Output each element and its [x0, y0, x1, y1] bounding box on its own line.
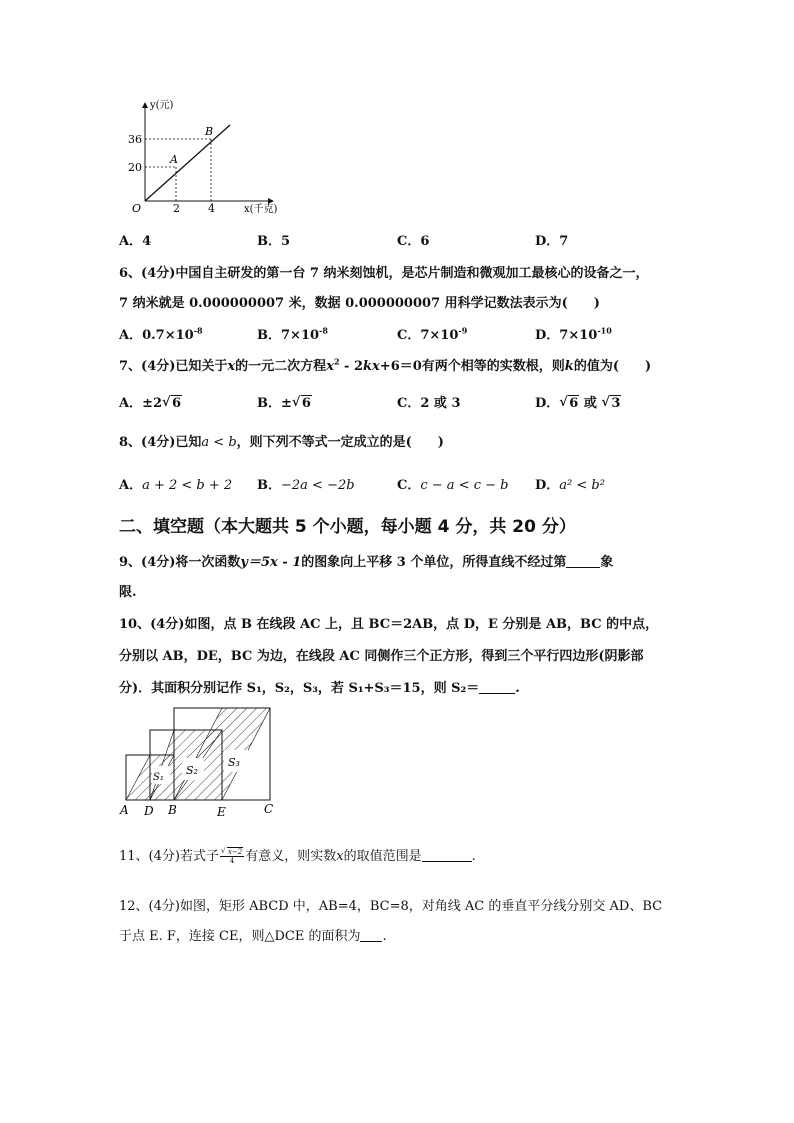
option-text: 6 — [420, 234, 430, 249]
q9-answer-blank[interactable] — [566, 555, 600, 568]
radicand: 6 — [172, 396, 182, 411]
y-tick-36: 36 — [128, 133, 142, 146]
q7-eq-const: +6＝0 — [379, 359, 422, 374]
q5-option-c — [397, 230, 429, 249]
function-line — [145, 125, 230, 201]
q7-prefix: 7、(4分)已知关于 — [119, 359, 228, 374]
q8-prefix: 8、(4分)已知 — [119, 435, 202, 450]
q7-mid2: 有两个相等的实数根，则 — [421, 359, 565, 374]
q8-suffix: ，则下列不等式一定成立的是( ) — [236, 435, 444, 450]
radicand: 3 — [611, 396, 621, 411]
label-d: D — [144, 804, 154, 818]
q11-fraction — [220, 848, 244, 865]
option-letter: C． — [397, 234, 421, 249]
option-exponent: -10 — [597, 325, 612, 336]
q7-option-c — [397, 392, 461, 411]
option-letter: B． — [257, 328, 281, 343]
q7-suffix: 的值为( ) — [573, 359, 652, 374]
option-letter: D． — [535, 234, 560, 249]
q11-var: x — [336, 849, 344, 864]
q12-line2-text: 于点 E. F，连接 CE，则△DCE 的面积为 — [119, 929, 361, 944]
label-a: A — [120, 803, 129, 817]
q5-option-a — [119, 230, 151, 249]
option-text: c − a < c − b — [420, 478, 509, 493]
q7-mid1: 的一元二次方程 — [235, 359, 327, 374]
point-a-label: A — [170, 153, 178, 166]
x-axis-label: x(千克) — [244, 204, 278, 215]
option-or: 或 — [579, 396, 602, 411]
q10-answer-blank[interactable] — [479, 681, 515, 694]
q6-option-d — [535, 324, 612, 343]
q8-option-c — [397, 474, 508, 493]
label-e: E — [217, 805, 226, 819]
option-base: 7×10 — [281, 328, 320, 343]
option-text: 7 — [559, 234, 569, 249]
q9-prefix: 9、(4分)将一次函数 — [119, 555, 241, 570]
sqrt-icon — [601, 396, 621, 411]
graph-svg — [118, 98, 298, 218]
label-c: C — [264, 802, 274, 816]
option-text: 5 — [281, 234, 291, 249]
y-axis-arrow — [142, 102, 148, 108]
q11-end: . — [471, 849, 476, 864]
option-text: 2 或 3 — [420, 396, 461, 411]
frac-numerator: x−2 — [227, 848, 243, 856]
option-text: −2a < −2b — [281, 478, 355, 493]
q12-answer-blank[interactable] — [360, 929, 382, 942]
option-text: a + 2 < b + 2 — [142, 478, 233, 493]
q7-eq-x: x — [326, 359, 334, 374]
sqrt-icon — [221, 848, 243, 856]
q10-line2: 分别以 AB，DE，BC 为边，在线段 AC 同侧作三个正方形，得到三个平行四边形(阴影部 — [119, 649, 644, 664]
q6-option-c — [397, 324, 467, 343]
sqrt-icon — [292, 396, 312, 411]
q9-line2: 限. — [119, 585, 137, 600]
option-base: 7×10 — [559, 328, 598, 343]
q11-prefix: 11、(4分)若式子 — [119, 849, 219, 864]
q7-eq-minus: - 2 — [339, 359, 364, 374]
q9-suffix: 的图象向上平移 3 个单位，所得直线不经过第 — [301, 555, 567, 570]
q10-line3-text: 分)．其面积分别记作 S₁，S₂，S₃，若 S₁+S₃＝15，则 S₂＝ — [119, 681, 480, 696]
q7-var-x: x — [227, 359, 236, 374]
q9-line1 — [119, 551, 613, 570]
option-letter: A． — [119, 328, 143, 343]
radicand: 6 — [569, 396, 579, 411]
option-letter: D． — [535, 478, 560, 493]
q10-line1: 10、(4分)如图，点 B 在线段 AC 上，且 BC＝2AB，点 D，E 分别是 AB，BC 的中点， — [119, 617, 659, 632]
label-b: B — [168, 803, 177, 817]
option-letter: C． — [397, 328, 421, 343]
price-weight-graph — [118, 98, 298, 218]
sqrt-icon — [559, 396, 579, 411]
label-s1: S₁ — [153, 772, 164, 783]
option-text: 4 — [142, 234, 152, 249]
option-letter: D． — [535, 328, 560, 343]
squares-svg — [116, 700, 286, 822]
sqrt-icon — [162, 396, 182, 411]
origin-label: O — [132, 202, 142, 215]
q6-line2: 7 纳米就是 0.000000007 米，数据 0.000000007 用科学记数法表示为( ) — [119, 296, 600, 311]
option-letter: B． — [257, 234, 281, 249]
q7-option-a — [119, 392, 182, 411]
option-letter: A． — [119, 478, 143, 493]
y-axis-label: y(元) — [150, 100, 174, 111]
option-exponent: -8 — [193, 325, 203, 336]
q8-option-a — [119, 474, 232, 493]
label-s2: S₂ — [186, 764, 198, 777]
option-letter: B． — [257, 396, 281, 411]
q11-mid: 有意义，则实数 — [245, 849, 337, 864]
q5-option-d — [535, 230, 568, 249]
point-b-label: B — [205, 125, 214, 138]
x-tick-2: 2 — [173, 202, 180, 215]
q8-option-b — [257, 474, 355, 493]
option-letter: C． — [397, 478, 421, 493]
option-letter: A． — [119, 234, 143, 249]
q7-option-d — [535, 392, 621, 411]
frac-denominator: 4 — [229, 857, 235, 865]
option-letter: D． — [535, 396, 560, 411]
q12-line1: 12、(4分)如图，矩形 ABCD 中，AB=4，BC=8，对角线 AC 的垂直平分线分别交 AD、BC — [119, 899, 663, 914]
q7-stem: 7、(4分)已知关于x的一元二次方程$x^2 - 2kx+6=0$有两个相等的实数根，则k的值为( ) — [119, 356, 652, 374]
x-tick-4: 4 — [208, 202, 215, 215]
q6-option-b — [257, 324, 328, 343]
option-exponent: -8 — [319, 325, 328, 336]
q7-var-k: k — [564, 359, 574, 374]
squares-figure — [116, 700, 286, 822]
q8-option-d — [535, 474, 605, 493]
q6-option-a — [119, 324, 203, 343]
radicand: 6 — [301, 396, 311, 411]
q9-end: 象 — [600, 555, 614, 570]
option-coef: ±2 — [142, 396, 163, 411]
q7-eq-kx: kx — [363, 359, 380, 374]
q6-line1: 6、(4分)中国自主研发的第一台 7 纳米刻蚀机，是芯片制造和微观加工最核心的设备之一， — [119, 266, 649, 281]
option-letter: B． — [257, 478, 281, 493]
q12-end: . — [382, 929, 387, 944]
option-text: a² < b² — [559, 478, 605, 493]
q10-line3 — [119, 677, 520, 696]
label-s3: S₃ — [228, 756, 240, 769]
q8-stem — [119, 431, 444, 450]
q11-stem — [119, 845, 476, 865]
option-base: 7×10 — [420, 328, 459, 343]
section-2-title: 二、填空题（本大题共 5 个小题，每小题 4 分，共 20 分） — [119, 517, 576, 537]
option-letter: A． — [119, 396, 143, 411]
option-letter: C． — [397, 396, 421, 411]
q8-condition: a < b — [201, 435, 237, 450]
q11-suffix: 的取值范围是 — [343, 849, 422, 864]
q7-option-b — [257, 392, 312, 411]
q11-answer-blank[interactable] — [422, 849, 472, 862]
option-exponent: -9 — [458, 325, 468, 336]
q5-option-b — [257, 230, 290, 249]
q9-function: y＝5x - 1 — [240, 555, 302, 570]
option-base: 0.7×10 — [142, 328, 194, 343]
q10-end: . — [515, 681, 520, 696]
q12-line2 — [119, 925, 387, 944]
y-tick-20: 20 — [128, 161, 142, 174]
option-coef: ± — [281, 396, 292, 411]
